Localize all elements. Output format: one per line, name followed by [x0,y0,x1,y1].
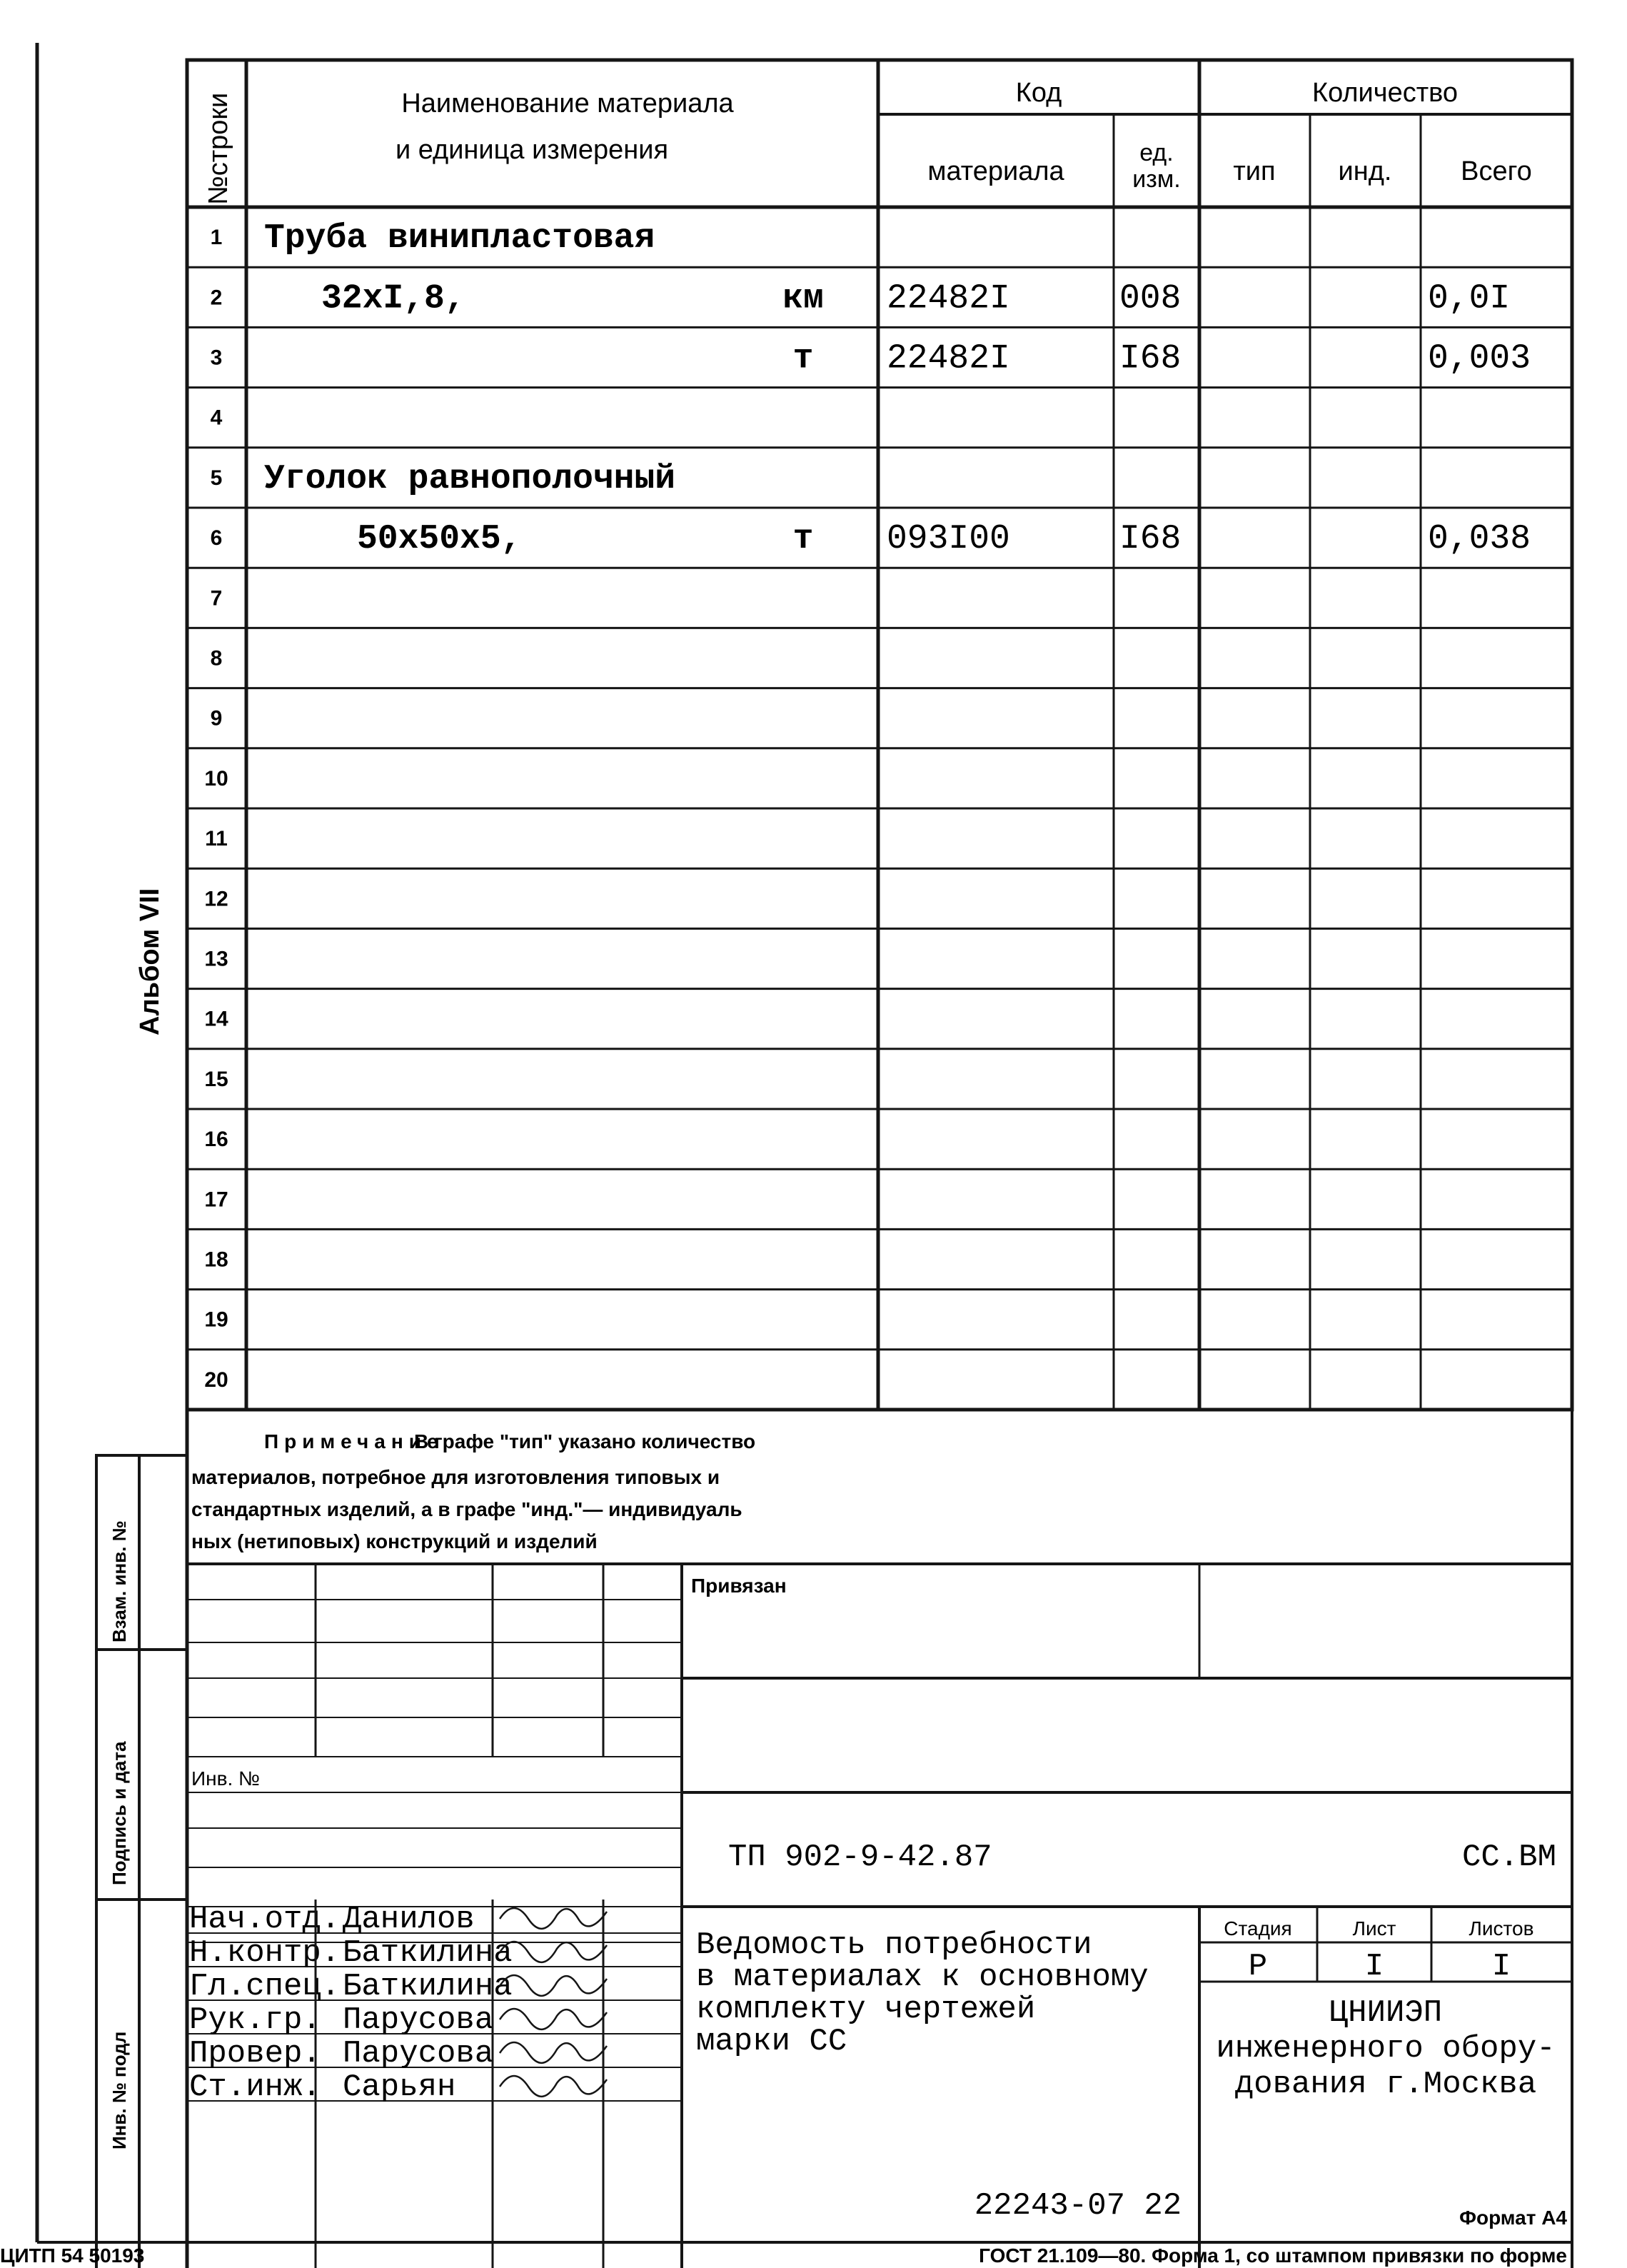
row-number-cell: 18 [204,1248,228,1272]
table-body [204,219,1531,1392]
row-number-cell: 16 [204,1128,228,1152]
signer-name: Парусова [343,2002,494,2038]
stamp-sheets-label: Листов [1469,1917,1534,1940]
stamp-sheet: I [1364,1949,1384,1985]
signer-role: Н.контр. [189,1935,341,1971]
qty-total-cell: 0,0I [1428,279,1511,318]
stamp-inv-no: Инв. № [191,1767,261,1790]
unit-code-cell: I68 [1119,339,1182,378]
row-number-cell: 14 [204,1007,228,1031]
row-number-cell: 6 [210,526,223,551]
row-number-cell: 15 [204,1067,228,1091]
stamp-doc-mark: СС.ВМ [1461,1840,1556,1875]
row-number-cell: 13 [204,947,228,971]
table-row [211,707,223,731]
qty-total-cell: 0,038 [1428,520,1531,559]
material-name-cell: 50x50x5, [357,520,522,559]
stamp-org-line3: дования г.Москва [1234,2067,1537,2102]
unit-cell: т [792,339,814,378]
material-code-cell: 093I00 [887,520,1010,559]
table-row [204,1128,228,1151]
stamp-org-line2: инженерного обору- [1216,2031,1556,2067]
unit-code-cell: I68 [1119,520,1182,559]
row-number-cell: 20 [204,1368,228,1392]
note-line3: стандартных изделий, а в графе "инд."— индивидуаль [191,1498,742,1520]
table-row [204,1008,228,1031]
row-number-cell: 8 [210,646,223,671]
doc-number: 22243-07 22 [974,2188,1182,2224]
footer-left: ЦИТП 54 50193 [0,2244,145,2267]
header-code-unit-part2: изм. [1132,166,1181,193]
table-row [204,1188,228,1211]
row-number-cell: 10 [204,766,228,791]
note-block [191,1430,755,1552]
note-line4: ных (нетиповых) конструкций и изделий [191,1530,598,1552]
side-label-inv-podl: Инв. № подл [109,2031,130,2149]
table-row [211,586,223,610]
stamp-stage: Р [1248,1949,1268,1985]
signature-icon [500,2009,607,2029]
signer-role: Рук.гр. [189,2002,321,2038]
header-name-line1: Наименование материала [401,89,734,119]
material-name-cell: Труба винипластовая [264,219,655,259]
row-number-cell: 7 [210,586,223,611]
signer-name: Данилов [343,1902,475,1937]
signer-role: Ст.инж. [189,2069,321,2105]
qty-total-cell: 0,003 [1428,339,1531,378]
table-row [211,219,655,258]
table-row [204,948,228,971]
header-code-unit-part1: ед. [1139,139,1174,166]
row-number-cell: 12 [204,887,228,911]
stamp-title-line3: комплекту чертежей [696,1992,1036,2027]
row-number-cell: 9 [210,706,223,731]
material-name-cell: 32xI,8, [321,279,465,318]
note-title: Примечание [264,1430,444,1452]
stamp-title-line4: марки СС [696,2024,847,2059]
stamp-privyazan: Привязан [691,1575,787,1597]
table-row [211,340,1531,378]
row-number-cell: 19 [204,1308,228,1332]
unit-code-cell: 008 [1119,279,1182,318]
header-qty-total: Всего [1461,156,1532,186]
table-row [211,647,223,671]
table-row [204,1068,228,1091]
signature-icon [500,2076,607,2097]
signer-role: Гл.спец. [189,1969,341,2004]
header-row-number: №строки [203,92,233,205]
signature-icon [500,1942,607,1962]
note-line1: В графе "тип" указано количество [414,1430,756,1452]
stamp-sheets: I [1491,1949,1511,1985]
table-row [211,406,223,430]
signer-name: Парусова [343,2036,494,2072]
side-label-vzam: Взам. инв. № [109,1520,130,1642]
side-label-podpis: Подпись и дата [109,1741,130,1885]
note-line2: материалов, потребное для изготовления типовых и [191,1466,720,1488]
signer-name: Баткилина [343,1969,513,2004]
table-row [204,1308,228,1332]
material-code-cell: 22482I [887,339,1010,378]
unit-cell: км [782,279,824,318]
table-row [204,1368,228,1392]
table-row [204,1248,228,1272]
signer-name: Сарьян [343,2069,456,2105]
row-number-cell: 2 [210,286,223,310]
row-number-cell: 1 [210,226,223,250]
stamp-title-line1: Ведомость потребности [696,1927,1092,1963]
material-code-cell: 22482I [887,279,1010,318]
stamp-title-line2: в материалах к основному [696,1960,1149,1995]
header-qty-group: Количество [1311,78,1459,108]
table-row [204,887,228,910]
album-label: Альбом VII [135,888,165,1035]
header-qty-type: тип [1233,156,1276,186]
stamp-org-line1: ЦНИИЭП [1329,1995,1443,2031]
footer-right: ГОСТ 21.109—80. Форма 1, со штампом привязки по форме [979,2244,1567,2267]
table-row [204,767,228,791]
unit-cell: т [792,520,814,559]
signer-role: Провер. [189,2036,321,2072]
row-number-cell: 4 [210,406,223,430]
signature-icon [500,1975,607,1996]
material-name-cell: Уголок равнополочный [264,459,676,498]
row-number-cell: 3 [210,346,223,370]
signature-icon [500,2042,607,2063]
stamp-doc-code: ТП 902-9-42.87 [728,1840,992,1875]
row-number-cell: 11 [205,827,228,851]
stamp-sheet-label: Лист [1352,1917,1396,1940]
table-row [211,279,1511,318]
header-qty-ind: инд. [1338,156,1392,186]
signer-role: Нач.отд. [189,1902,341,1937]
signer-name: Баткилина [343,1935,513,1971]
table-row [211,460,675,498]
materials-table-grid [187,60,1572,1410]
row-number-cell: 5 [210,466,223,490]
signature-icon [500,1908,607,1929]
stamp-stage-label: Стадия [1224,1917,1292,1940]
side-stamp [96,1455,187,2268]
row-number-cell: 17 [204,1188,228,1212]
table-row [205,827,228,850]
header-code-group: Код [1015,78,1062,108]
header-name-line2: и единица измерения [395,135,669,165]
format-label: Формат А4 [1459,2207,1567,2229]
table-row [211,520,1531,558]
header-code-material: материала [927,156,1064,186]
